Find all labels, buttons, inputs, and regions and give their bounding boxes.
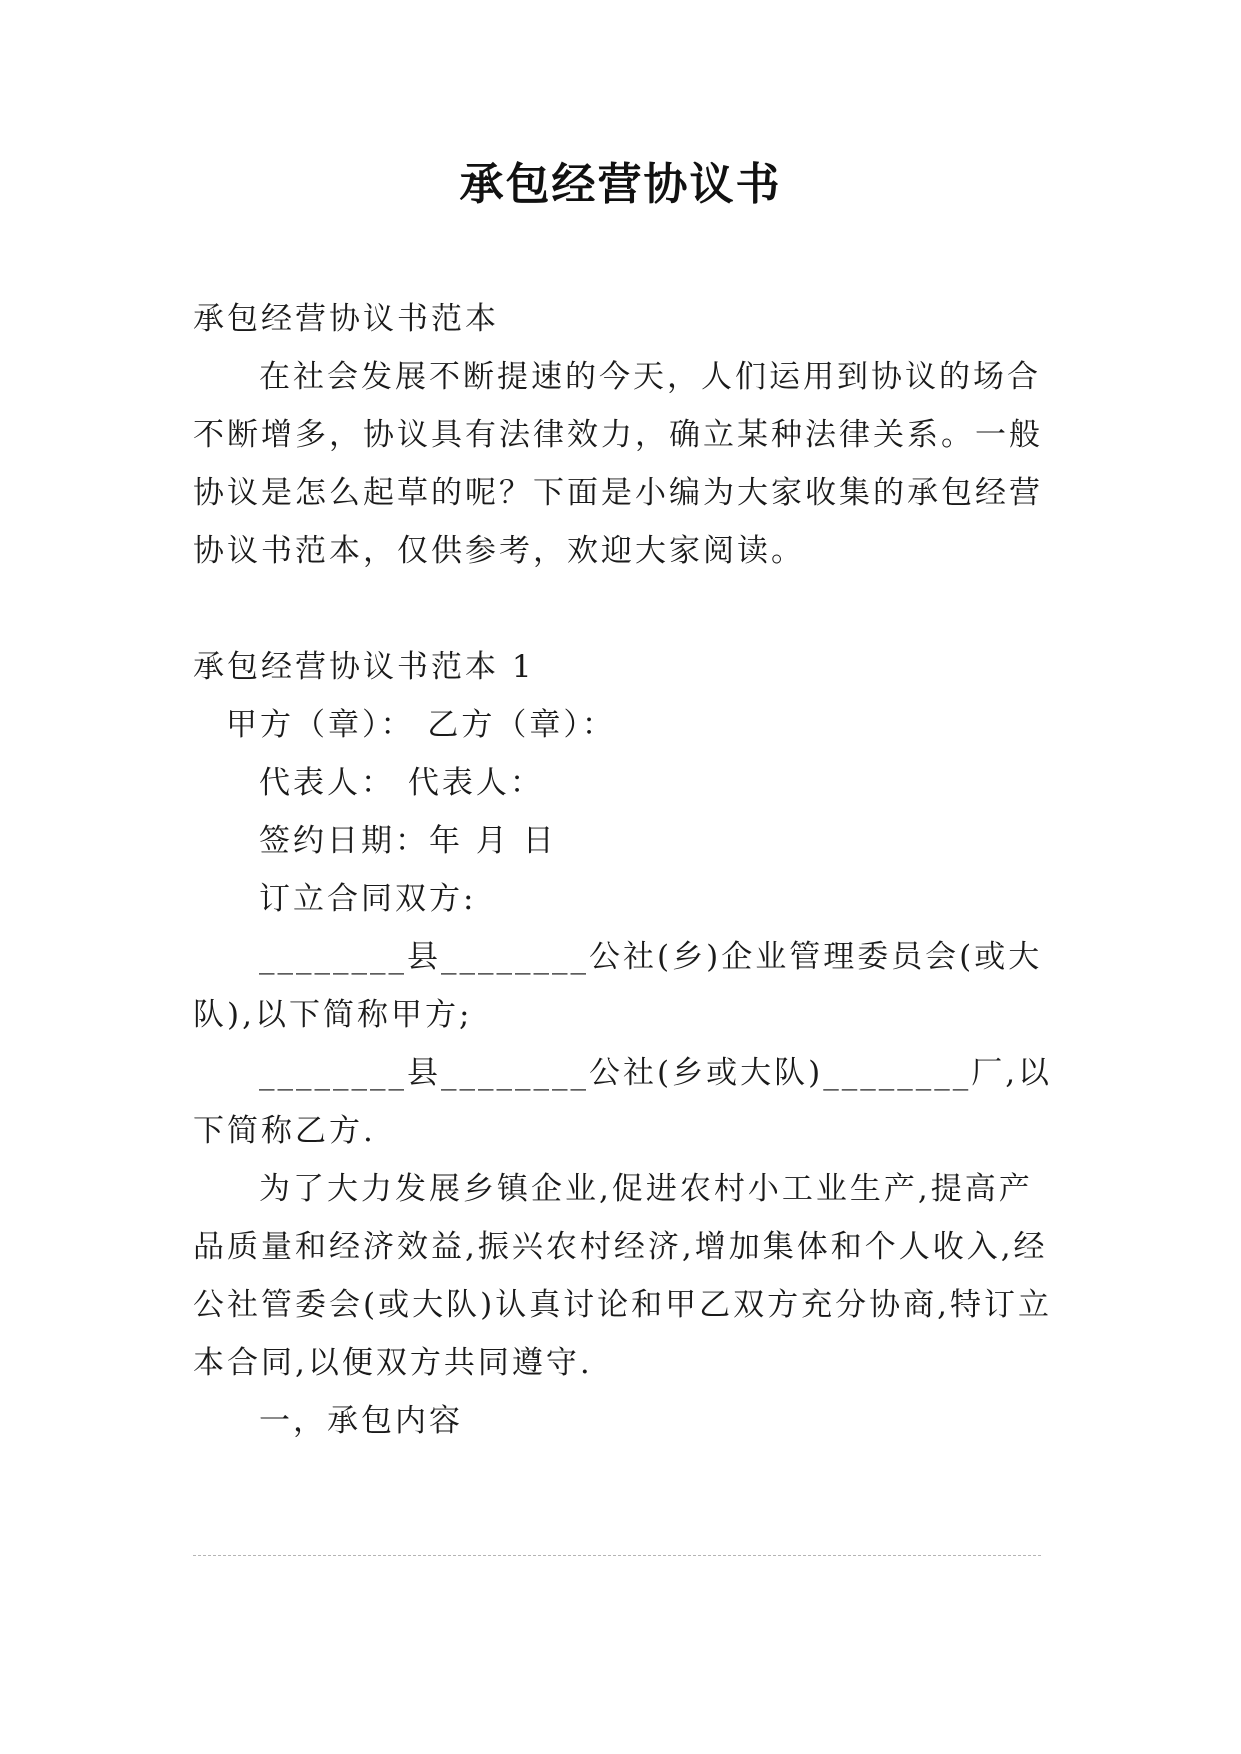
party-a-paragraph: ________县________公社(乡)企业管理委员会(或大队),以下简称甲方; [193,939,1043,1033]
parties-line: 甲方（章）： 乙方（章）： [226,707,616,743]
representatives-line: 代表人： 代表人： [259,765,544,801]
section-heading: 一，承包内容 [259,1403,463,1439]
sign-date-line: 签约日期：年 月 日 [259,823,557,859]
party-b-paragraph: ________县________公社(乡或大队)________厂,以下简称乙方. [193,1055,1053,1149]
paragraph-gap [193,580,1059,638]
contract-parties-line: 订立合同双方: [259,881,477,917]
document-title: 承包经营协议书 [459,159,782,210]
intro-paragraph: 在社会发展不断提速的今天，人们运用到协议的场合不断增多，协议具有法律效力，确立某种法律关系。一般协议是怎么起草的呢？下面是小编为大家收集的承包经营协议书范本，仅供参考，欢迎大家阅读。 [193,359,1043,569]
document-heading: 承包经营协议书范本 [193,301,499,337]
sample-heading: 承包经营协议书范本 1 [193,649,535,685]
purpose-paragraph: 为了大力发展乡镇企业,促进农村小工业生产,提高产品质量和经济效益,振兴农村经济,增加集体和个人收入,经公社管委会(或大队)认真讨论和甲乙双方充分协商,特订立本合同,以便双方共同遵守. [193,1171,1053,1381]
document-body [193,290,1059,1450]
footer-divider [193,1555,1041,1556]
